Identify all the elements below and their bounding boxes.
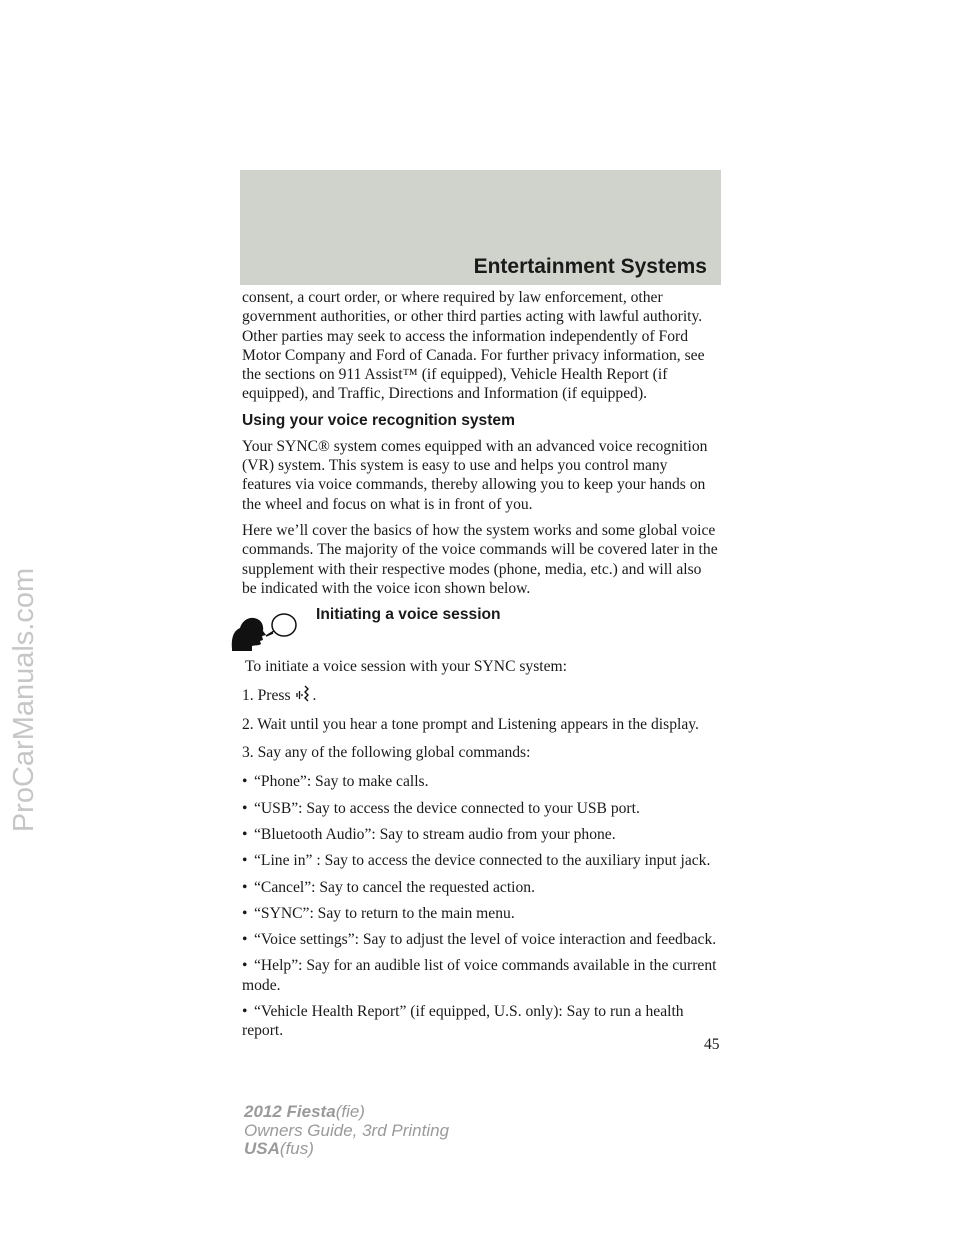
command-text: “Line in” : Say to access the device connected to the auxiliary input jack. (254, 852, 711, 870)
bullet-marker: • (242, 904, 248, 922)
footer-line-1 (244, 1103, 449, 1122)
page-body (242, 288, 720, 1048)
command-text: “Phone”: Say to make calls. (254, 773, 429, 791)
section-title: Entertainment Systems (473, 255, 707, 278)
command-text: “Cancel”: Say to cancel the requested action. (254, 878, 535, 896)
bullet-marker: • (242, 852, 248, 870)
command-text: “Vehicle Health Report” (if equipped, U.S. only): Say to run a health report. (242, 1003, 684, 1040)
bullet-marker: • (242, 799, 248, 817)
watermark-text: ProCarManuals.com (8, 567, 40, 833)
command-list-item (242, 956, 720, 995)
section-header (240, 170, 721, 285)
footer-line-3 (244, 1140, 449, 1159)
paragraph-overview: Here we’ll cover the basics of how the system works and some global voice commands. The majority of the voice commands will be covered later in the supplement with their respective modes (phone, media, etc.) and will also be indicated with the voice icon shown below. (242, 521, 718, 597)
footer (244, 1103, 449, 1159)
command-text: “SYNC”: Say to return to the main menu. (254, 904, 515, 922)
voice-session-icon (228, 609, 300, 653)
step-2: 2. Wait until you hear a tone prompt and Listening appears in the display. (242, 715, 699, 733)
voice-button-icon (296, 685, 310, 703)
command-list-item (242, 851, 720, 870)
page-number: 45 (704, 1036, 720, 1053)
command-text: “Help”: Say for an audible list of voice commands available in the current mode. (242, 957, 717, 994)
command-list-item (242, 878, 720, 897)
step-1-text: 1. Press (242, 687, 291, 705)
section-heading: Using your voice recognition system (242, 411, 515, 429)
footer-model-code: (fie) (335, 1102, 365, 1121)
footer-market-code: (fus) (279, 1139, 314, 1158)
command-text: “Bluetooth Audio”: Say to stream audio from your phone. (254, 825, 616, 843)
command-text: “Voice settings”: Say to adjust the level of voice interaction and feedback. (254, 931, 717, 949)
bullet-marker: • (242, 878, 248, 896)
paragraph-privacy: consent, a court order, or where required by law enforcement, other government authorities, or other third parties acting with lawful authority. Other parties may seek to access the information independently of Ford Motor Company and Ford of Canada. For further privacy information, see the sections on 911 Assist™ (if equipped), Vehicle Health Report (if equipped), and Traffic, Directions and Information (if equipped). (242, 289, 705, 403)
bullet-marker: • (242, 957, 248, 975)
step-1-end: . (312, 687, 317, 705)
bullet-marker: • (242, 773, 248, 791)
footer-model: 2012 Fiesta (244, 1102, 336, 1121)
bullet-marker: • (242, 1003, 248, 1021)
bullet-marker: • (242, 931, 248, 949)
command-list-item (242, 1002, 720, 1041)
command-list-item (242, 930, 720, 949)
watermark (8, 567, 40, 833)
footer-line-2: Owners Guide, 3rd Printing (244, 1120, 450, 1140)
footer-market: USA (244, 1139, 280, 1158)
command-list-item (242, 904, 720, 923)
command-text: “USB”: Say to access the device connected to your USB port. (254, 799, 640, 817)
command-list-item (242, 799, 720, 818)
step-3: 3. Say any of the following global commands: (242, 744, 531, 762)
voice-session-title: Initiating a voice session (316, 606, 501, 624)
command-list-item (242, 772, 720, 791)
bullet-marker: • (242, 825, 248, 843)
voice-session-block (242, 605, 720, 647)
voice-session-intro: To initiate a voice session with your SYNC system: (245, 658, 568, 676)
command-list-item (242, 825, 720, 844)
paragraph-intro: Your SYNC® system comes equipped with an advanced voice recognition (VR) system. This system is easy to use and helps you control many features via voice commands, thereby allowing you to keep your hands on the wheel and focus on what is in front of you. (242, 437, 708, 513)
step-1 (242, 685, 720, 705)
command-list (242, 772, 720, 1040)
